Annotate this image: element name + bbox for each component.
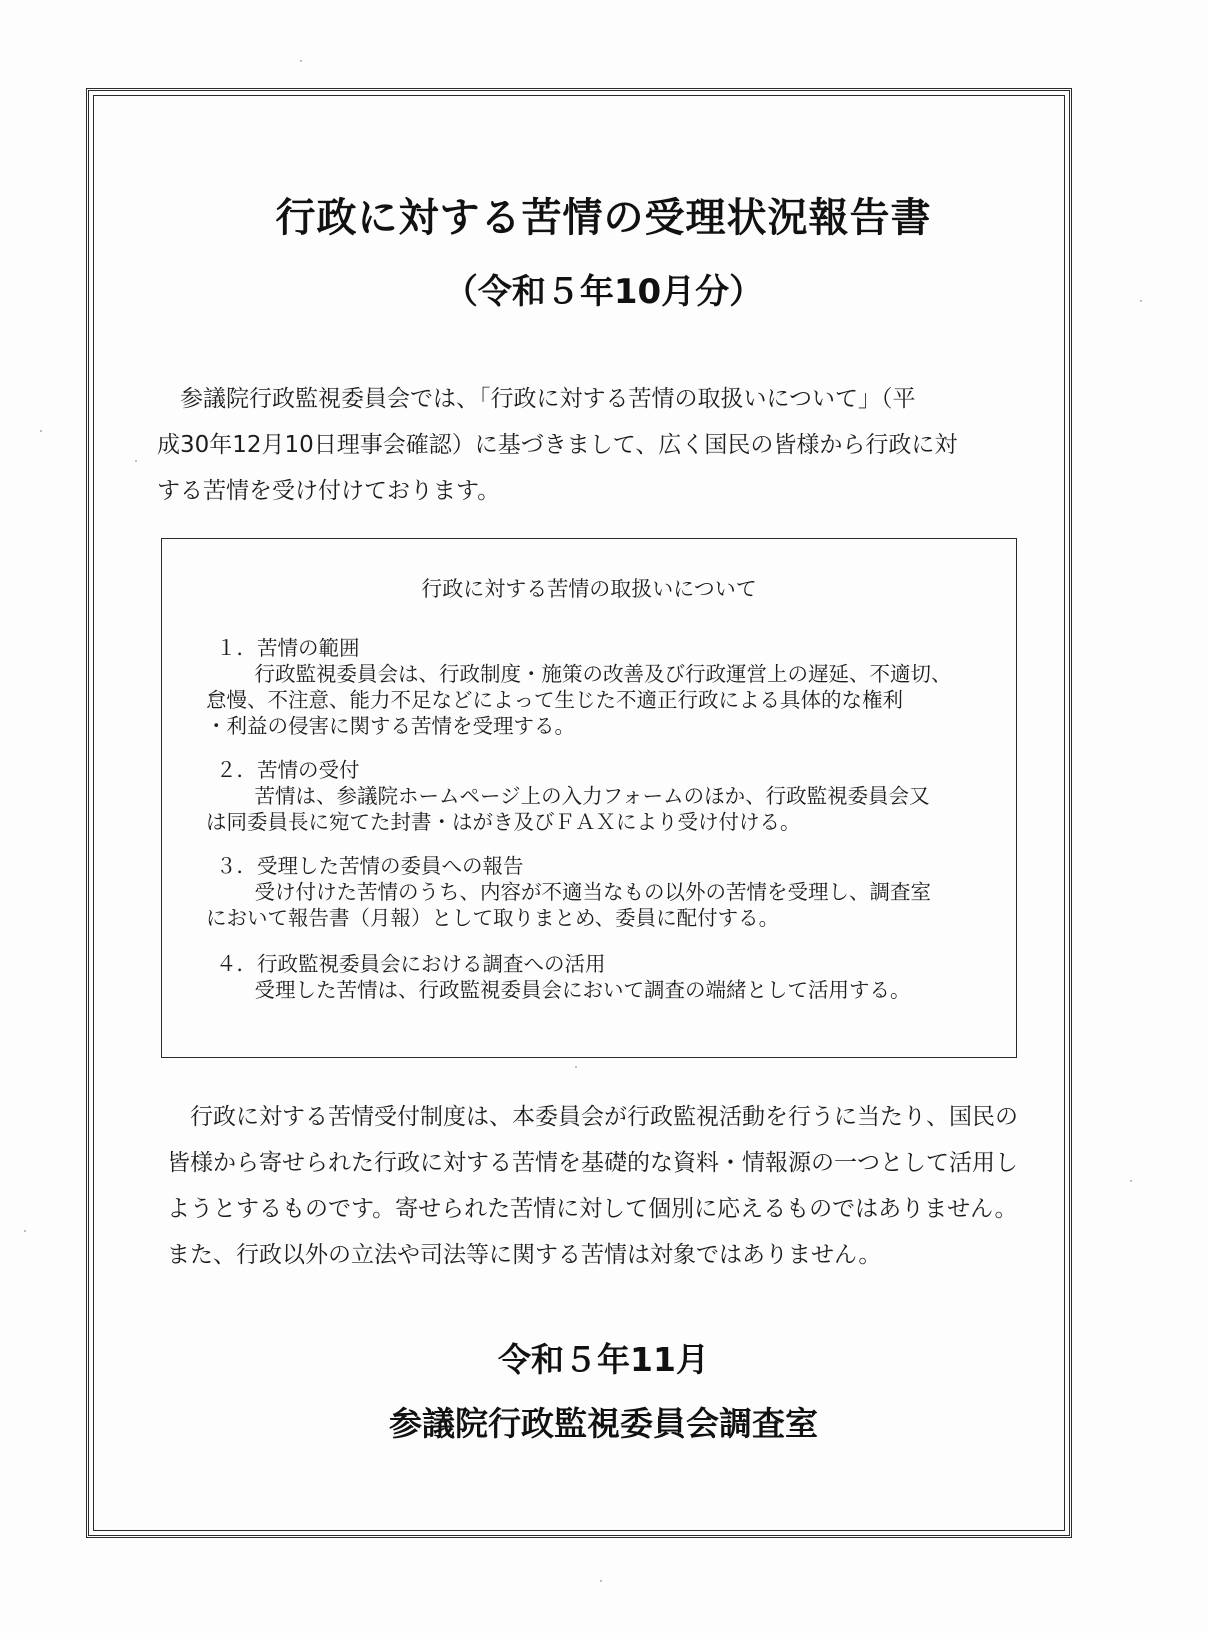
outro-line: 皆様から寄せられた行政に対する苦情を基礎的な資料・情報源の一つとして活用し	[167, 1150, 1018, 1176]
section-heading: ４．行政監視委員会における調査への活用	[216, 952, 606, 976]
issuing-office: 参議院行政監視委員会調査室	[389, 1404, 818, 1443]
section-body-line: 苦情は、参議院ホームページ上の入力フォームのほか、行政監視委員会又	[234, 784, 930, 808]
document-title: 行政に対する苦情の受理状況報告書	[275, 195, 932, 241]
scan-speck	[600, 1580, 602, 1582]
section-heading: ３．受理した苦情の委員への報告	[216, 854, 524, 878]
scan-speck	[300, 60, 302, 62]
scan-speck	[1130, 1180, 1132, 1182]
section-body-line: 怠慢、不注意、能力不足などによって生じた不適正行政による具体的な権利	[206, 688, 903, 712]
outro-line: また、行政以外の立法や司法等に関する苦情は対象ではありません。	[167, 1242, 882, 1268]
intro-line: する苦情を受け付けております。	[157, 478, 501, 504]
scan-speck	[40, 430, 42, 432]
section-body-line: 行政監視委員会は、行政制度・施策の改善及び行政運営上の遅延、不適切、	[234, 662, 952, 686]
document-subtitle: （令和５年10月分）	[443, 272, 764, 312]
scan-speck	[24, 1230, 26, 1232]
section-body-line: 受け付けた苦情のうち、内容が不適当なもの以外の苦情を受理し、調査室	[234, 880, 931, 904]
section-complaint-scope	[206, 635, 996, 739]
section-body-line: 受理した苦情は、行政監視委員会において調査の端緒として活用する。	[234, 978, 911, 1002]
section-heading: ２．苦情の受付	[216, 758, 360, 782]
outro-paragraph	[167, 1094, 1027, 1278]
scan-speck	[135, 460, 137, 462]
section-complaint-reception	[206, 757, 996, 835]
outro-line: 行政に対する苦情受付制度は、本委員会が行政監視活動を行うに当たり、国民の	[167, 1104, 1018, 1130]
intro-paragraph	[157, 376, 1017, 514]
handling-rules-box	[161, 538, 1017, 1058]
section-body-line: において報告書（月報）として取りまとめ、委員に配付する。	[206, 906, 780, 930]
section-heading: １．苦情の範囲	[216, 636, 360, 660]
intro-line: 参議院行政監視委員会では、「行政に対する苦情の取扱いについて」（平	[157, 386, 916, 412]
box-title: 行政に対する苦情の取扱いについて	[421, 577, 757, 601]
outro-line: ようとするものです。寄せられた苦情に対して個別に応えるものではありません。	[167, 1196, 1018, 1222]
section-body-line: ・利益の侵害に関する苦情を受理する。	[206, 714, 575, 738]
section-use-in-investigation	[206, 951, 996, 1003]
section-report-to-members	[206, 853, 996, 931]
issue-date: 令和５年11月	[498, 1340, 709, 1379]
intro-line: 成30年12月10日理事会確認）に基づきまして、広く国民の皆様から行政に対	[157, 432, 958, 458]
scan-speck	[575, 1066, 577, 1068]
scan-speck	[1140, 300, 1142, 302]
section-body-line: は同委員長に宛てた封書・はがき及びＦＡＸにより受け付ける。	[206, 810, 801, 834]
